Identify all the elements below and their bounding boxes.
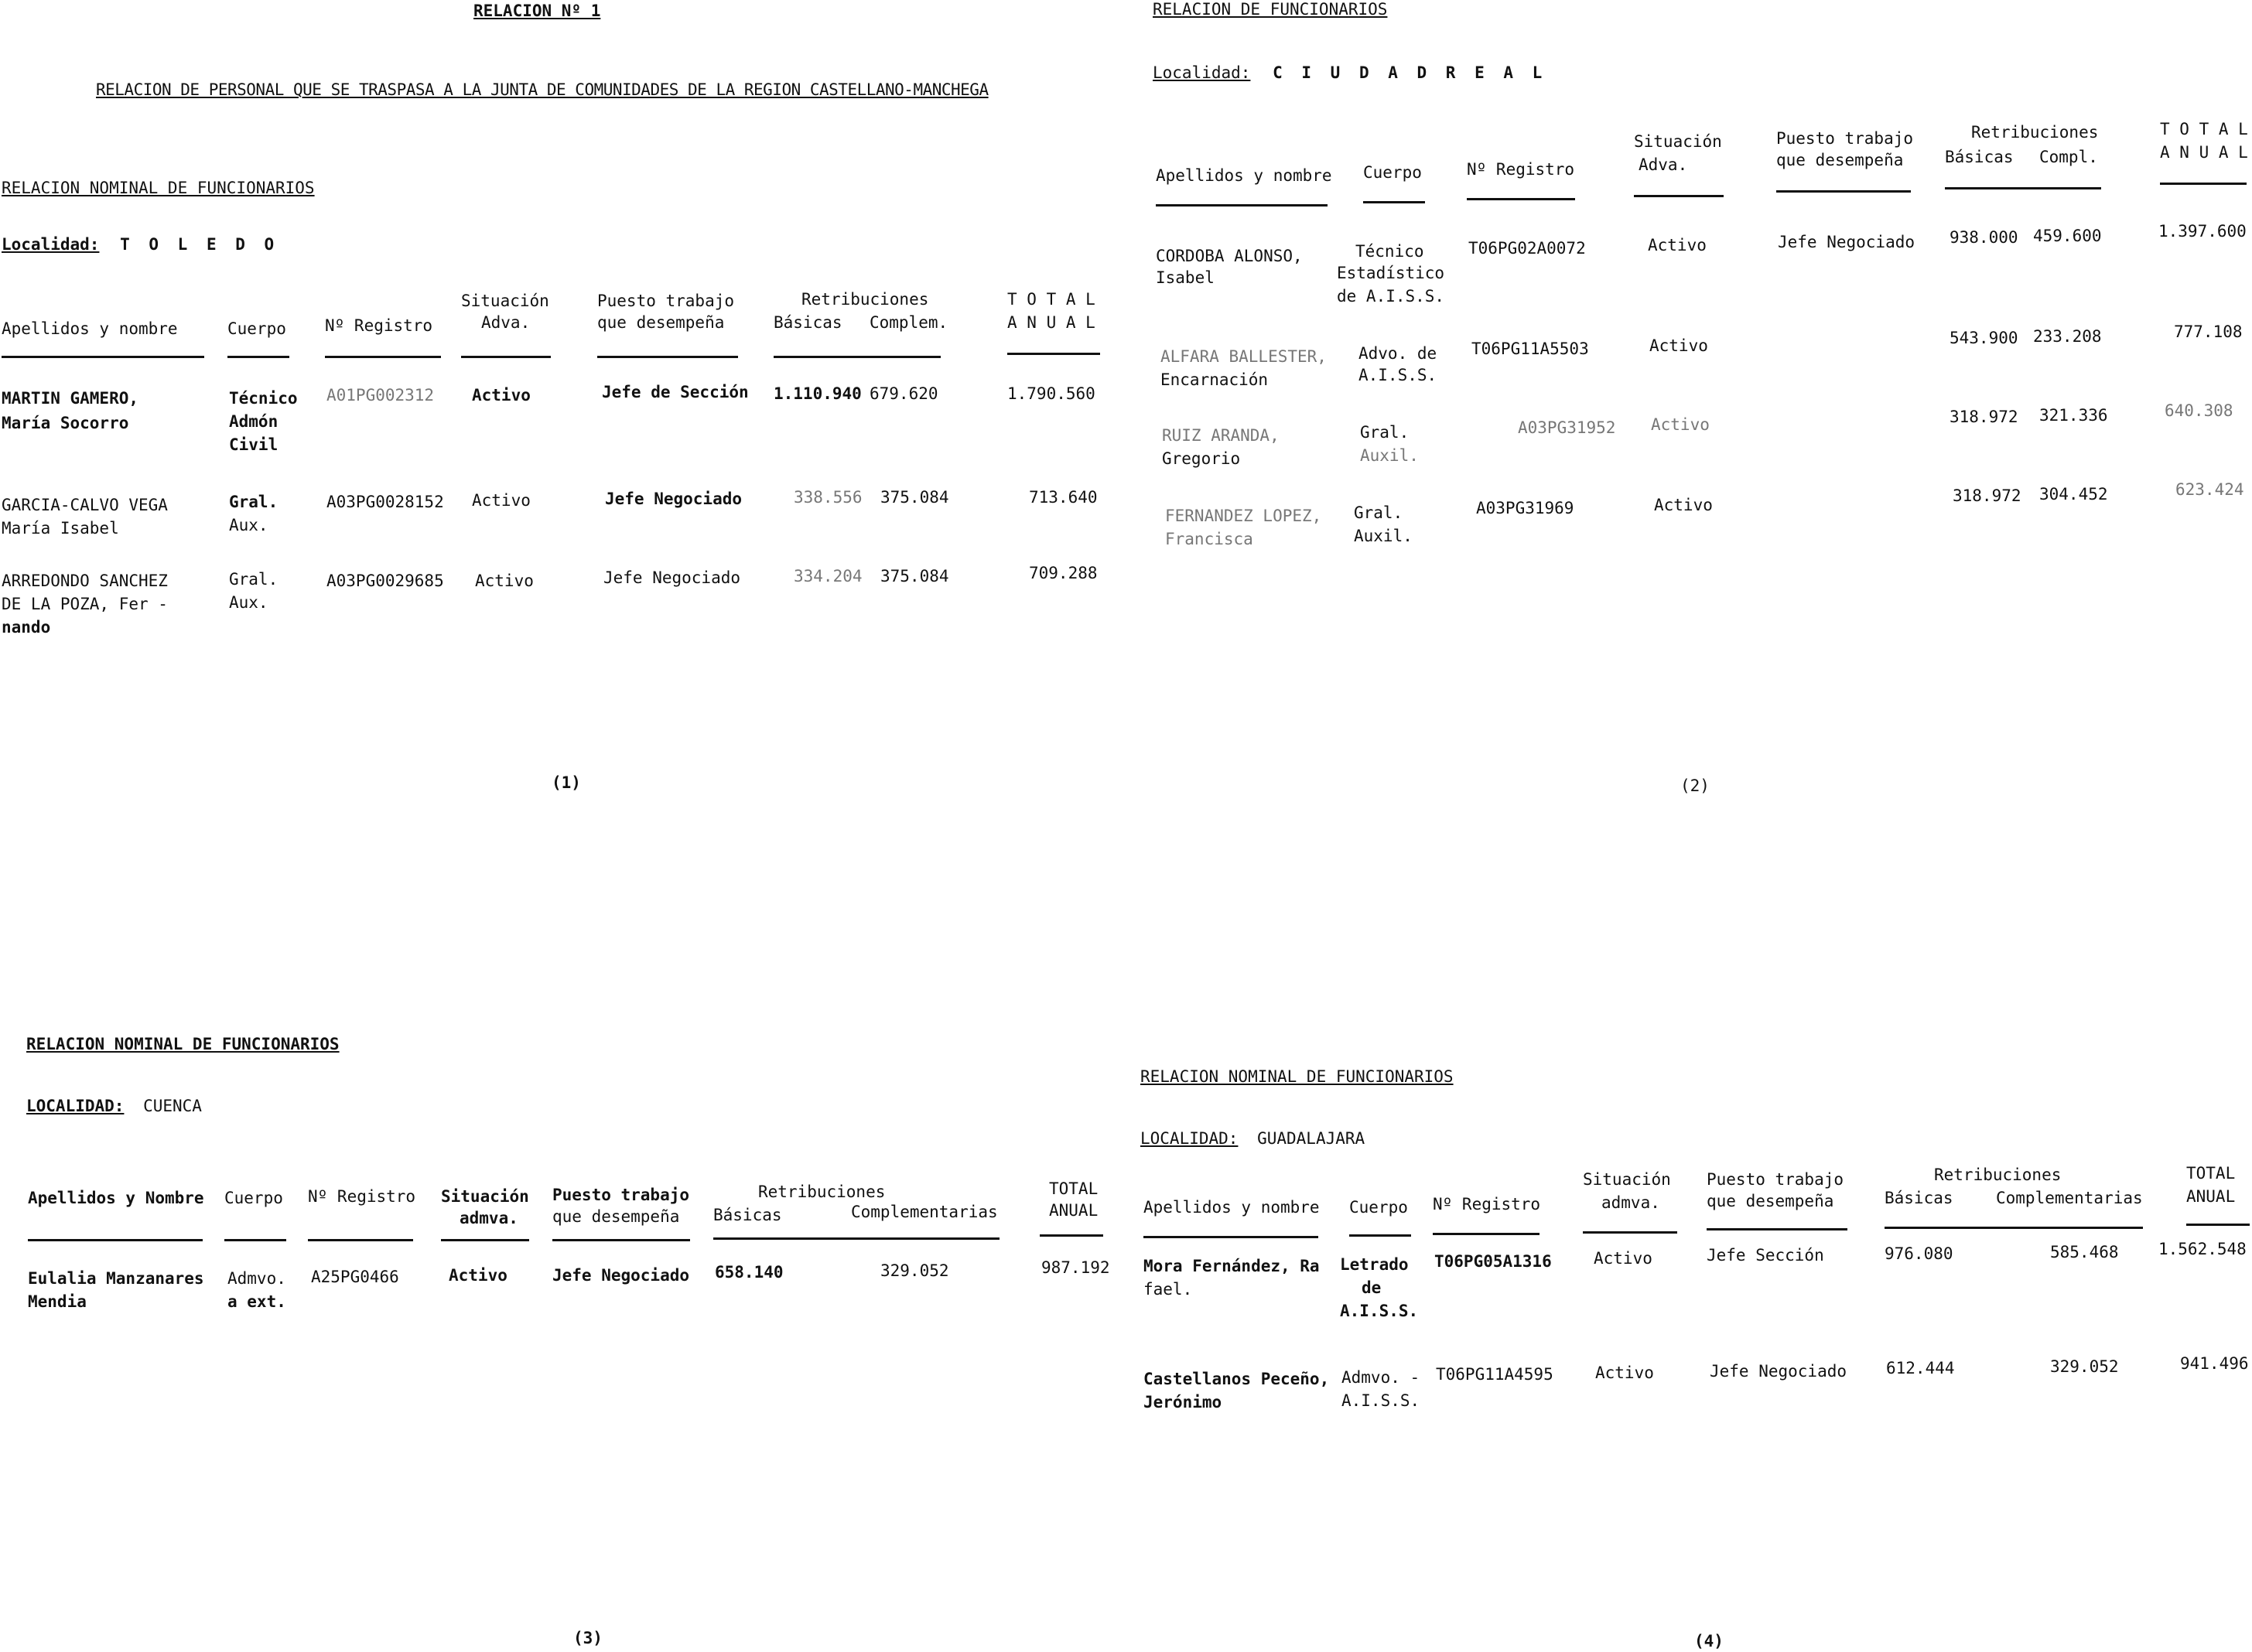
cell-cuerpo: Civil (229, 435, 279, 454)
col-basicas: Básicas (713, 1206, 782, 1224)
cell-complementarias: 329.052 (2050, 1357, 2119, 1376)
cell-total: 987.192 (1041, 1258, 1110, 1277)
cell-name: CORDOBA ALONSO, (1156, 247, 1303, 265)
cell-basicas: 658.140 (715, 1263, 784, 1282)
divider (325, 356, 441, 358)
cell-name: ARREDONDO SANCHEZ (2, 572, 168, 590)
divider (1156, 204, 1328, 206)
col-complementarias: Compl. (2039, 148, 2098, 166)
divider (1583, 1231, 1677, 1234)
col-basicas: Básicas (774, 313, 842, 332)
locality-row (2, 235, 279, 254)
cell-complementarias: 679.620 (870, 384, 938, 403)
cell-cuerpo: de (1362, 1278, 1382, 1297)
cell-total: 709.288 (1029, 564, 1098, 582)
cell-basicas: 318.972 (1950, 408, 2018, 426)
divider (1467, 198, 1575, 200)
col-retribuciones: Retribuciones (801, 290, 929, 309)
divider (224, 1239, 286, 1241)
cell-total: 623.424 (2175, 480, 2244, 499)
cell-basicas: 334.204 (794, 567, 863, 585)
cell-name: Mora Fernández, Ra (1143, 1257, 1320, 1275)
cell-complementarias: 233.208 (2033, 327, 2102, 346)
cell-basicas: 318.972 (1953, 486, 2021, 505)
cell-cuerpo: Gral. (1360, 423, 1410, 442)
cell-name: María Isabel (2, 519, 119, 538)
cell-basicas: 612.444 (1886, 1359, 1955, 1377)
cell-basicas: 938.000 (1950, 228, 2018, 247)
cell-cuerpo: A.I.S.S. (1341, 1391, 1420, 1410)
cell-puesto: Jefe Negociado (1778, 233, 1915, 251)
col-situacion: Situación (1634, 132, 1722, 151)
cell-cuerpo: Gral. (229, 493, 279, 511)
cell-total: 1.397.600 (2158, 222, 2247, 241)
cell-complementarias: 585.468 (2050, 1243, 2119, 1261)
cell-puesto: Jefe Sección (1707, 1246, 1824, 1265)
cell-puesto: Jefe Negociado (552, 1266, 690, 1285)
locality-value: C I U D A D R E A L (1273, 63, 1547, 82)
cell-name: María Socorro (2, 414, 129, 432)
col-complementarias: Complementarias (1996, 1189, 2143, 1207)
cell-puesto: Jefe Negociado (605, 490, 743, 508)
divider (774, 356, 941, 358)
divider (308, 1239, 413, 1241)
col-registro: Nº Registro (308, 1187, 416, 1206)
divider (2, 356, 204, 358)
cell-registro: A03PG31952 (1518, 418, 1616, 437)
cell-situacion: Activo (1649, 336, 1708, 355)
divider (1363, 201, 1425, 203)
divider (1007, 353, 1100, 355)
divider (1143, 1236, 1318, 1238)
section-heading: RELACION NOMINAL DE FUNCIONARIOS (2, 179, 315, 197)
col-anual: A N U A L (1007, 313, 1095, 332)
cell-name: Castellanos Peceño, (1143, 1370, 1330, 1388)
divider (227, 356, 289, 358)
section-heading: RELACION NOMINAL DE FUNCIONARIOS (1140, 1067, 1454, 1086)
cell-situacion: Activo (449, 1266, 507, 1285)
cell-name: GARCIA-CALVO VEGA (2, 496, 168, 514)
cell-cuerpo: Estadístico (1337, 264, 1445, 282)
cell-registro: T06PG02A0072 (1468, 239, 1586, 258)
cell-registro: A03PG0029685 (326, 572, 444, 590)
cell-name: Gregorio (1162, 449, 1241, 468)
divider (1040, 1234, 1103, 1237)
cell-total: 1.790.560 (1007, 384, 1095, 403)
cell-situacion: Activo (472, 386, 531, 404)
cell-puesto: Jefe Negociado (1710, 1362, 1847, 1381)
divider (1349, 1234, 1411, 1237)
col-anual: ANUAL (1049, 1201, 1099, 1220)
locality-row (1153, 63, 1546, 82)
footnote-marker: (2) (1680, 777, 1710, 795)
col-cuerpo: Cuerpo (224, 1189, 283, 1207)
locality-value: GUADALAJARA (1257, 1129, 1365, 1148)
cell-registro: T06PG11A4595 (1436, 1365, 1553, 1384)
cell-situacion: Activo (1594, 1249, 1652, 1268)
col-total: TOTAL (2186, 1164, 2236, 1183)
col-retribuciones: Retribuciones (1971, 123, 2099, 142)
cell-registro: T06PG11A5503 (1471, 340, 1589, 358)
col-puesto-2: que desempeña (597, 313, 725, 332)
divider (441, 1239, 529, 1241)
cell-basicas: 976.080 (1885, 1244, 1953, 1263)
col-anual: A N U A L (2160, 143, 2248, 162)
cell-puesto: Jefe de Sección (602, 383, 749, 401)
col-cuerpo: Cuerpo (1363, 163, 1422, 182)
cell-name: nando (2, 618, 51, 637)
col-total: T O T A L (2160, 120, 2248, 138)
col-puesto-2: que desempeña (552, 1207, 680, 1226)
locality-row (1140, 1129, 1365, 1148)
divider (461, 356, 551, 358)
cell-registro: A25PG0466 (311, 1268, 399, 1286)
cell-situacion: Activo (472, 491, 531, 510)
main-title: RELACION DE PERSONAL QUE SE TRASPASA A LA JUNTA DE COMUNIDADES DE LA REGION CASTELLANO-MANCHEGA (96, 80, 989, 99)
cell-complementarias: 304.452 (2039, 485, 2108, 503)
cell-cuerpo: Admvo. (227, 1269, 286, 1288)
col-situacion-2: Adva. (1639, 155, 1688, 174)
cell-cuerpo: Gral. (229, 570, 279, 589)
cell-name: Isabel (1156, 268, 1215, 287)
cell-cuerpo: Advo. de (1358, 344, 1437, 363)
cell-cuerpo: Técnico (229, 389, 298, 408)
col-puesto: Puesto trabajo (1776, 129, 1914, 148)
col-situacion: Situación (441, 1187, 529, 1206)
cell-basicas: 338.556 (794, 488, 863, 507)
divider (552, 1239, 690, 1241)
cell-registro: A03PG0028152 (326, 493, 444, 511)
col-puesto-2: que desempeña (1707, 1192, 1834, 1210)
col-complementarias: Complem. (870, 313, 948, 332)
cell-name: Eulalia Manzanares (28, 1269, 204, 1288)
cell-cuerpo: Aux. (229, 516, 268, 534)
locality-value: CUENCA (143, 1097, 202, 1115)
cell-name: FERNANDEZ LOPEZ, (1165, 507, 1322, 525)
col-cuerpo: Cuerpo (227, 319, 286, 338)
col-situacion: Situación (461, 292, 549, 310)
cell-cuerpo: Técnico (1355, 242, 1424, 261)
locality-label: LOCALIDAD: (26, 1097, 125, 1115)
cell-name: Francisca (1165, 530, 1253, 548)
cell-name: RUIZ ARANDA, (1162, 426, 1280, 445)
cell-name: Mendia (28, 1292, 87, 1311)
divider (28, 1239, 203, 1241)
col-total: TOTAL (1049, 1179, 1099, 1198)
divider (1945, 187, 2101, 189)
col-basicas: Básicas (1885, 1189, 1953, 1207)
cell-cuerpo: Auxil. (1360, 446, 1419, 465)
cell-situacion: Activo (1654, 496, 1713, 514)
col-puesto: Puesto trabajo (1707, 1170, 1844, 1189)
section-heading: RELACION NOMINAL DE FUNCIONARIOS (26, 1035, 340, 1053)
cell-cuerpo: a ext. (227, 1292, 286, 1311)
footnote-marker: (3) (573, 1629, 603, 1647)
col-registro: Nº Registro (1433, 1195, 1541, 1213)
divider (597, 356, 738, 358)
cell-basicas: 1.110.940 (774, 384, 862, 403)
cell-cuerpo: de A.I.S.S. (1337, 287, 1445, 305)
cell-cuerpo: A.I.S.S. (1340, 1302, 1419, 1320)
col-situacion-2: admva. (460, 1209, 518, 1227)
col-puesto: Puesto trabajo (552, 1186, 690, 1204)
col-complementarias: Complementarias (851, 1203, 998, 1221)
cell-name: DE LA POZA, Fer - (2, 595, 168, 613)
cell-registro: A03PG31969 (1476, 499, 1574, 517)
divider (1776, 190, 1911, 193)
col-registro: Nº Registro (1467, 160, 1575, 179)
col-name: Apellidos y nombre (2, 319, 178, 338)
divider (2186, 1224, 2250, 1226)
col-name: Apellidos y Nombre (28, 1189, 204, 1207)
cell-name: MARTIN GAMERO, (2, 389, 139, 408)
cell-name: Encarnación (1160, 370, 1269, 389)
cell-situacion: Activo (1651, 415, 1710, 434)
divider (2160, 183, 2247, 185)
locality-label: LOCALIDAD: (1140, 1129, 1239, 1148)
cell-registro: T06PG05A1316 (1434, 1252, 1552, 1271)
cell-cuerpo: A.I.S.S. (1358, 366, 1437, 384)
cell-cuerpo: Admvo. - (1341, 1368, 1420, 1387)
cell-total: 640.308 (2165, 401, 2233, 420)
cell-complementarias: 459.600 (2033, 227, 2102, 245)
cell-cuerpo: Gral. (1354, 503, 1403, 522)
col-puesto-2: que desempeña (1776, 151, 1904, 169)
col-situacion-2: admva. (1601, 1193, 1660, 1212)
locality-label: Localidad: (2, 235, 100, 254)
divider (713, 1237, 1000, 1240)
col-situacion-2: Adva. (481, 313, 531, 332)
divider (1634, 195, 1724, 197)
cell-situacion: Activo (475, 572, 534, 590)
relacion-number: RELACION Nº 1 (473, 2, 601, 20)
locality-row (26, 1097, 202, 1115)
footnote-marker: (4) (1694, 1632, 1724, 1650)
cell-total: 941.496 (2180, 1354, 2249, 1373)
section-heading: RELACION DE FUNCIONARIOS (1153, 0, 1388, 19)
cell-name: fael. (1143, 1280, 1193, 1299)
col-situacion: Situación (1583, 1170, 1671, 1189)
divider (1885, 1227, 2143, 1229)
cell-complementarias: 375.084 (880, 567, 949, 585)
footnote-marker: (1) (552, 773, 581, 792)
cell-basicas: 543.900 (1950, 329, 2018, 347)
cell-name: Jerónimo (1143, 1393, 1222, 1411)
cell-situacion: Activo (1595, 1364, 1654, 1382)
cell-complementarias: 375.084 (880, 488, 949, 507)
divider (1707, 1228, 1847, 1230)
cell-situacion: Activo (1648, 236, 1707, 254)
col-name: Apellidos y nombre (1156, 166, 1332, 185)
cell-total: 713.640 (1029, 488, 1098, 507)
cell-total: 777.108 (2174, 323, 2243, 341)
cell-cuerpo: Auxil. (1354, 527, 1413, 545)
cell-cuerpo: Aux. (229, 593, 268, 612)
locality-value: T O L E D O (120, 235, 279, 254)
col-anual: ANUAL (2186, 1187, 2236, 1206)
cell-puesto: Jefe Negociado (603, 568, 741, 587)
col-retribuciones: Retribuciones (758, 1183, 886, 1201)
cell-complementarias: 329.052 (880, 1261, 949, 1280)
cell-complementarias: 321.336 (2039, 406, 2108, 425)
cell-total: 1.562.548 (2158, 1240, 2247, 1258)
cell-registro: A01PG002312 (326, 386, 435, 404)
cell-name: ALFARA BALLESTER, (1160, 347, 1327, 366)
col-name: Apellidos y nombre (1143, 1198, 1320, 1217)
locality-label: Localidad: (1153, 63, 1251, 82)
cell-cuerpo: Admón (229, 412, 279, 431)
cell-cuerpo: Letrado (1340, 1255, 1409, 1274)
col-cuerpo: Cuerpo (1349, 1198, 1408, 1217)
divider (1433, 1233, 1539, 1235)
col-registro: Nº Registro (325, 316, 433, 335)
col-total: T O T A L (1007, 290, 1095, 309)
col-puesto: Puesto trabajo (597, 292, 735, 310)
col-retribuciones: Retribuciones (1934, 1166, 2062, 1184)
col-basicas: Básicas (1945, 148, 2014, 166)
